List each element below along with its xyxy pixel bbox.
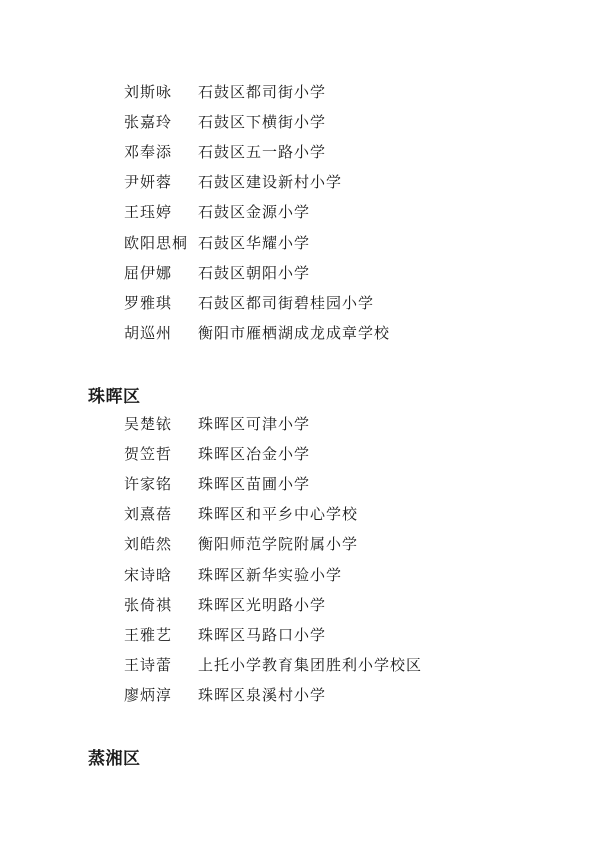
student-name: 胡巡州 [124,324,173,343]
list-item [124,136,390,166]
student-name: 吴楚铱 [124,414,173,433]
student-name: 邓奉添 [124,142,173,161]
list-item [124,106,390,136]
list-item [124,197,390,227]
school-name: 珠晖区马路口小学 [198,625,327,644]
list-item [124,680,422,710]
student-name: 贺笠哲 [124,444,173,463]
list-item [124,559,422,589]
school-name: 珠晖区光明路小学 [198,595,327,614]
student-name: 张嘉玲 [124,112,173,131]
list-item [124,438,422,468]
list-item [124,76,390,106]
student-name: 王诗蕾 [124,656,173,675]
student-name: 刘皓然 [124,535,173,554]
list-item [124,468,422,498]
school-name: 衡阳市雁栖湖成龙成章学校 [198,324,391,343]
list-item [124,529,422,559]
student-name: 尹妍蓉 [124,173,173,192]
student-name: 廖炳淳 [124,686,173,705]
list-item [124,167,390,197]
list-item [124,227,390,257]
school-name: 石鼓区都司街碧桂园小学 [198,293,375,312]
school-name: 石鼓区都司街小学 [198,82,327,101]
section-heading-zhengxiang: 蒸湘区 [88,749,141,769]
student-name: 张倚祺 [124,595,173,614]
school-name: 珠晖区新华实验小学 [198,565,343,584]
section-heading-zhuhui: 珠晖区 [88,387,141,407]
list-item [124,650,422,680]
list-item [124,499,422,529]
school-name: 珠晖区可津小学 [198,414,311,433]
list-item [124,408,422,438]
school-name: 石鼓区下横街小学 [198,112,327,131]
student-name: 宋诗晗 [124,565,173,584]
list-item [124,257,390,287]
school-name: 石鼓区金源小学 [198,203,311,222]
student-name: 刘斯咏 [124,82,173,101]
list-item [124,589,422,619]
list-item [124,318,390,348]
student-name: 罗雅琪 [124,293,173,312]
school-name: 珠晖区泉溪村小学 [198,686,327,705]
school-name: 珠晖区冶金小学 [198,444,311,463]
list-item [124,619,422,649]
school-name: 珠晖区苗圃小学 [198,474,311,493]
zhuhui-list [124,408,422,710]
school-name: 珠晖区和平乡中心学校 [198,505,359,524]
student-name: 欧阳思桐 [124,233,189,252]
student-name: 许家铭 [124,474,173,493]
school-name: 石鼓区华耀小学 [198,233,311,252]
shigu-list [124,76,390,348]
student-name: 屈伊娜 [124,263,173,282]
school-name: 石鼓区建设新村小学 [198,173,343,192]
student-name: 刘熹蓓 [124,505,173,524]
school-name: 衡阳师范学院附属小学 [198,535,359,554]
school-name: 上托小学教育集团胜利小学校区 [198,656,423,675]
student-name: 王雅艺 [124,625,173,644]
student-name: 王珏婷 [124,203,173,222]
school-name: 石鼓区朝阳小学 [198,263,311,282]
list-item [124,287,390,317]
school-name: 石鼓区五一路小学 [198,142,327,161]
